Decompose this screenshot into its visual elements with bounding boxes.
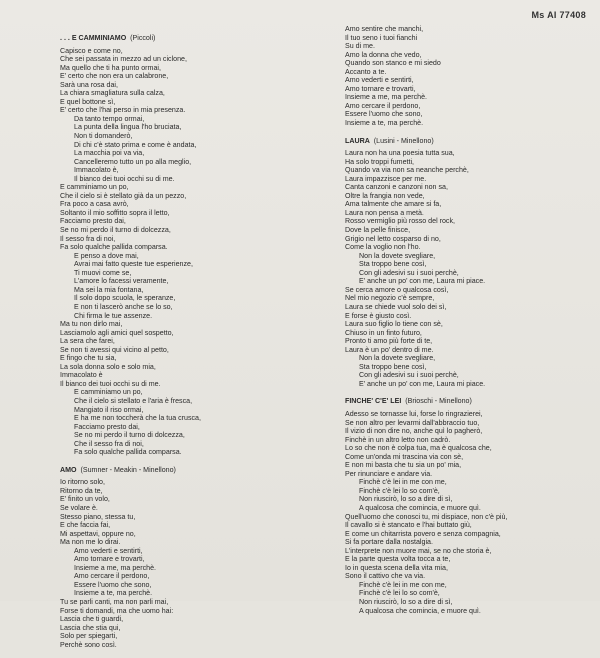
lyric-line: La sola donna solo e solo mia, [60, 362, 156, 371]
lyric-line: Laura se chiede vuol solo dei sì, [345, 302, 447, 311]
lyric-line: Se volare è. [60, 503, 98, 512]
lyric-line: Amo sentire che manchi, [345, 25, 424, 33]
lyric-line: E camminiamo un po, [74, 388, 143, 397]
lyric-line: Amo vederti e sentirti, [74, 546, 143, 555]
lyric-line: La macchia poi va via, [74, 149, 145, 158]
lyric-line: Mangiato il riso ormai, [74, 405, 144, 414]
lyric-line: E' anche un po' con me, Laura mi piace. [359, 277, 486, 286]
lyric-line: Avrai mai fatto queste tue esperienze, [74, 260, 193, 269]
lyric-line: Il solo dopo scuola, le speranze, [74, 294, 176, 303]
lyric-line: Dove la pelle finisce, [345, 226, 411, 235]
lyric-line: Non la dovete svegliare, [359, 354, 436, 363]
lyric-line: Sta troppo bene così, [359, 362, 427, 371]
lyric-line: Fa solo qualche pallida comparsa. [74, 448, 182, 457]
song-block [345, 397, 585, 615]
lyric-line: Laura impazzisce per me. [345, 174, 427, 183]
lyric-line: Facciamo presto dai, [74, 422, 140, 431]
lyric-line: Laura suo figlio lo tiene con sè, [345, 320, 443, 329]
lyric-line: Il bianco dei tuoi occhi su di me. [74, 174, 175, 183]
lyric-line: E' certo che non era un calabrone, [60, 72, 169, 81]
lyric-line: Non la dovete svegliare, [359, 251, 436, 260]
lyric-line: Il vizio di non dire no, anche quì lo pagherò, [345, 427, 483, 436]
lyric-line: Fra poco a casa avrò, [60, 200, 129, 209]
lyric-line: A qualcosa che comincia, e muore quì. [359, 606, 481, 615]
lyric-line: Soltanto il mio soffitto sopra il letto, [60, 208, 170, 217]
lyric-line: Con gli adesivi su i suoi perchè, [359, 371, 459, 380]
lyric-line: Se cerca amore o qualcosa così, [345, 285, 449, 294]
lyric-line: Come un'onda mi trascina via con sè, [345, 452, 464, 461]
lyric-line: Essere l'uomo che sono, [345, 110, 423, 119]
lyric-line: Come la voglio non l'ho. [345, 243, 421, 252]
lyric-line: E non mi basta che tu sia un po' mia, [345, 461, 462, 470]
lyric-line: Il tuo seno i tuoi fianchi [345, 33, 418, 42]
lyric-line: Finchè c'è lei in me con me, [359, 580, 447, 589]
lyric-line: Amo la donna che vedo, [345, 50, 422, 59]
lyric-line: Non riuscirò, lo so a dire di sì, [359, 495, 453, 504]
lyric-line: Stesso piano, stessa tu, [60, 512, 136, 521]
lyric-line: Lascia che ti guardi, [60, 615, 124, 624]
lyric-line: Che il sesso fra di noi, [74, 439, 144, 448]
lyric-line: E' finito un volo, [60, 495, 110, 504]
lyric-line: Accanto a te. [345, 67, 387, 76]
song-block [345, 25, 585, 128]
lyric-line: Da tanto tempo ormai, [74, 114, 145, 123]
lyric-line: Il sesso fra di noi, [60, 234, 116, 243]
lyric-line: Se non altro per levarmi dall'abbraccio tuo, [345, 418, 480, 427]
lyric-line: La sera che farei, [60, 337, 115, 346]
lyric-line: Quando va via non sa neanche perchè, [345, 166, 469, 175]
lyric-line: Rosso vermiglio più rosso del rock, [345, 217, 455, 226]
song-title-text: . . . E CAMMINIAMO [60, 34, 127, 42]
lyric-line: Nel mio negozio c'è sempre, [345, 294, 435, 303]
lyric-line: Insieme a te, ma perchè. [345, 119, 424, 128]
lyric-line: Chiuso in un finto futuro, [345, 328, 422, 337]
lyric-line: Amo tornare e trovarti, [345, 84, 416, 93]
lyric-line: Ritorno da te, [60, 486, 103, 495]
lyric-line: Oltre la frangia non vede, [345, 191, 425, 200]
lyric-line: E camminiamo un po, [60, 183, 129, 192]
lyric-line: Solo per spiegarti, [60, 632, 118, 641]
song-title [60, 466, 300, 475]
lyric-line: Amo cercare il perdono, [345, 101, 421, 110]
lyric-line: E' anche un po' con me, Laura mi piace. [359, 379, 486, 388]
lyric-line: Ma quello che ti ha punto ormai, [60, 63, 161, 72]
lyric-line: L'interprete non muore mai, se no che storia è, [345, 546, 492, 555]
song-authors: (Lusini - Minellono) [369, 136, 434, 145]
lyric-line: Sarà una rosa dai, [60, 80, 118, 89]
lyric-line: Se non ti avessi qui vicino al petto, [60, 345, 169, 354]
lyric-line: E fingo che tu sia, [60, 354, 117, 363]
lyric-line: Capisco e come no, [60, 46, 123, 55]
song-title [345, 137, 585, 146]
lyric-line: Finchè c'è lei lo so com'è, [359, 486, 440, 495]
catalog-number: Ms AI 77408 [531, 10, 586, 20]
lyric-line: Il bianco dei tuoi occhi su di me. [60, 379, 161, 388]
lyric-line: Ma sei la mia fontana, [74, 285, 144, 294]
lyric-line: Non riuscirò, lo so a dire di sì, [359, 598, 453, 606]
lyric-line: Ha solo troppi fumetti, [345, 157, 414, 166]
lyric-line: Io in questa scena della vita mia, [345, 563, 448, 572]
lyric-line: Che il cielo si stellato e l'aria è fresca, [74, 396, 193, 405]
lyric-line: Ama talmente che amare si fa, [345, 200, 442, 209]
lyric-line: Finchè in un altro letto non cadrò. [345, 435, 451, 444]
song-title-text: LAURA [345, 136, 370, 145]
lyric-line: Non ti domanderò, [74, 132, 133, 141]
lyric-line: Essere l'uomo che sono, [74, 580, 152, 589]
lyric-line: E forse è giusto così. [345, 311, 412, 320]
lyric-line: Cancelleremo tutto un po alla meglio, [74, 157, 192, 166]
lyric-line: E ha me non toccherà che la tua crusca, [74, 414, 201, 423]
left-column [60, 34, 300, 658]
lyric-line: Tu se parli canti, ma non parli mai, [60, 598, 169, 606]
song-title [60, 34, 300, 43]
lyric-line: E' certo che l'hai perso in mia presenza. [60, 106, 186, 115]
lyric-line: Forse ti domandi, ma che uomo hai: [60, 606, 174, 615]
lyric-line: Quando son stanco e mi siedo [345, 59, 441, 68]
lyric-line: Di chi c'è stato prima e come è andata, [74, 140, 197, 149]
song-title-text: FINCHE' C'E' LEI [345, 397, 402, 406]
song-title-text: AMO [60, 465, 77, 474]
lyric-line: Quell'uomo che conosci tu, mi dispiace, non c'è più, [345, 512, 508, 521]
lyric-line: Immacolato è, [74, 166, 119, 175]
lyric-line: Finchè c'è lei lo so com'è, [359, 589, 440, 598]
lyric-line: Immacolato è [60, 371, 103, 380]
lyric-line: Che il cielo si è stellato già da un pezzo, [60, 191, 187, 200]
lyric-line: Amo vederti e sentirti, [345, 76, 414, 85]
lyric-line: Amo tornare e trovarti, [74, 555, 145, 564]
lyric-line: La chiara smagliatura sulla calza, [60, 89, 165, 98]
lyric-line: A qualcosa che comincia, e muore quì. [359, 503, 481, 512]
lyric-line: Laura non ha una poesia tutta sua, [345, 149, 455, 158]
song-block [345, 137, 585, 389]
song-authors: (Sumner - Meakin - Minellono) [76, 465, 176, 474]
lyric-line: Che sei passata in mezzo ad un ciclone, [60, 55, 187, 64]
lyric-line: Chi firma le tue assenze. [74, 311, 153, 320]
lyric-line: Perchè sono così. [60, 640, 117, 649]
lyric-line: Amo cercare il perdono, [74, 572, 150, 581]
lyric-line: Se no mi perdo il turno di dolcezza, [74, 431, 185, 440]
lyric-line: E non ti lascerò anche se lo so, [74, 302, 173, 311]
lyric-line: Laura è un po' dentro di me. [345, 345, 434, 354]
lyric-line: Per rinunciare e andare via. [345, 469, 433, 478]
song-authors: (Brioschi - Minellono) [401, 397, 472, 406]
lyric-line: E la parte questa volta tocca a te, [345, 555, 451, 564]
lyric-line: Si fa portare dalla nostalgia. [345, 538, 433, 547]
lyric-line: Grigio nel letto cosparso di no, [345, 234, 441, 243]
lyric-line: Su di me. [345, 42, 375, 51]
lyric-line: Facciamo presto dai, [60, 217, 126, 226]
lyric-line: Ma non me lo dirai. [60, 538, 121, 547]
song-block [60, 466, 300, 649]
lyric-line: L'amore lo facessi veramente, [74, 277, 169, 286]
lyric-line: Con gli adesivi su i suoi perchè, [359, 268, 459, 277]
lyric-line: Laura non pensa a metà. [345, 208, 424, 217]
lyric-line: Se no mi perdo il turno di dolcezza, [60, 226, 171, 235]
lyric-line: Sta troppo bene così, [359, 260, 427, 269]
lyric-line: Adesso se tornasse lui, forse lo ringrazierei, [345, 409, 483, 418]
song-title [345, 397, 585, 406]
lyric-line: Lasciamolo agli amici quel sospetto, [60, 328, 174, 337]
lyric-line: Lascia che stia qui, [60, 623, 121, 632]
lyric-line: Fa solo qualche pallida comparsa. [60, 243, 168, 252]
lyric-line: E che faccia fai, [60, 521, 111, 530]
lyric-line: Finchè c'è lei in me con me, [359, 478, 447, 487]
lyric-line: E quel bottone sì, [60, 97, 116, 106]
lyric-line: Canta canzoni e canzoni non sa, [345, 183, 448, 192]
lyric-line: La punta della lingua l'ho bruciata, [74, 123, 182, 132]
lyric-line: Insieme a me, ma perchè. [74, 563, 157, 572]
song-authors: (Piccoli) [126, 34, 156, 42]
lyric-line: Ma tu non dirlo mai, [60, 320, 123, 329]
lyric-line: Ti muovi come se, [74, 268, 132, 277]
lyric-line: Pronto ti amo più forte di te, [345, 337, 433, 346]
lyric-line: Insieme a te, ma perchè. [74, 589, 153, 598]
lyric-line: Lo so che non è colpa tua, ma è qualcosa che, [345, 444, 492, 453]
lyric-line: Io ritorno solo, [60, 478, 105, 487]
lyric-line: Il cavallo si è stancato e l'hai buttato giù, [345, 521, 472, 530]
lyric-line: Sono il cattivo che va via. [345, 572, 426, 581]
right-column [345, 25, 585, 624]
lyric-line: E penso a dove mai, [74, 251, 139, 260]
lyric-line: E come un chitarrista povero e senza compagnia, [345, 529, 501, 538]
lyric-line: Insieme a me, ma perchè. [345, 93, 428, 102]
lyric-line: Mi aspettavi, oppure no, [60, 529, 136, 538]
song-block [60, 34, 300, 457]
